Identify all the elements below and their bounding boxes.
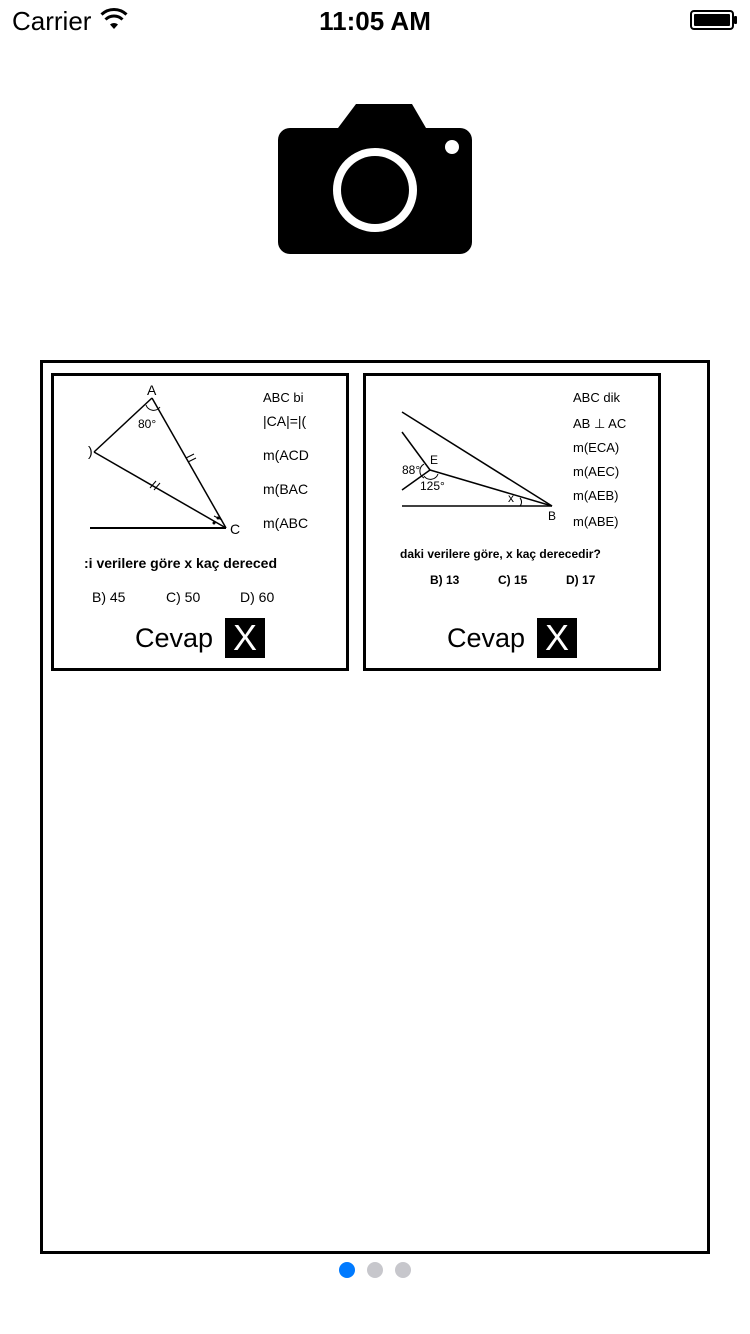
- angle-label: x: [508, 491, 514, 505]
- given-text: AB ⊥ AC: [573, 416, 627, 431]
- page-dot[interactable]: [395, 1262, 411, 1278]
- card-footer: [366, 618, 658, 658]
- question-thumbnail: [84, 382, 314, 618]
- photo-collection-panel: [40, 360, 710, 1254]
- answer-label[interactable]: Cevap: [446, 622, 526, 653]
- vertex-label: A: [147, 382, 157, 398]
- page-control[interactable]: [0, 1262, 750, 1278]
- given-text: ABC bi: [263, 390, 304, 405]
- delete-button[interactable]: X: [537, 618, 577, 658]
- given-text: m(ABE): [573, 514, 619, 529]
- given-text: m(AEB): [573, 488, 619, 503]
- answer-option: C) 50: [166, 589, 201, 605]
- given-text: ABC dik: [573, 390, 620, 405]
- angle-label: 80°: [138, 417, 157, 431]
- clock: 11:05 AM: [319, 6, 431, 36]
- angle-label: 88°: [402, 463, 421, 477]
- question-thumbnail: [402, 382, 626, 618]
- camera-icon[interactable]: [276, 100, 474, 258]
- given-text: m(BAC: [263, 481, 309, 497]
- vertex-label: B: [548, 509, 557, 523]
- question-text: daki verilere göre, x kaç derecedir?: [400, 547, 601, 561]
- answer-option: D) 60: [240, 589, 275, 605]
- vertex-label: E: [430, 453, 439, 467]
- answer-option: C) 15: [498, 573, 528, 587]
- page-dot[interactable]: [367, 1262, 383, 1278]
- angle-label: 125°: [420, 479, 445, 493]
- answer-option: D) 17: [566, 573, 596, 587]
- battery-icon: [690, 10, 738, 30]
- carrier-label: Carrier: [12, 6, 92, 36]
- page-dot[interactable]: [339, 1262, 355, 1278]
- vertex-label: C: [230, 521, 241, 537]
- given-text: m(ABC: [263, 515, 309, 531]
- given-text: |CA|=|(: [263, 413, 307, 429]
- answer-option: B) 13: [430, 573, 460, 587]
- given-text: m(ACD: [263, 447, 309, 463]
- delete-button[interactable]: X: [225, 618, 265, 658]
- status-bar: [0, 0, 750, 40]
- question-text: :i verilere göre x kaç dereced: [84, 555, 277, 571]
- vertex-label: ): [88, 443, 93, 459]
- given-text: m(AEC): [573, 464, 620, 479]
- photo-card[interactable]: [51, 373, 349, 671]
- photo-card[interactable]: [363, 373, 661, 671]
- answer-label[interactable]: Cevap: [134, 622, 214, 653]
- given-text: m(ECA): [573, 440, 620, 455]
- card-footer: [54, 618, 346, 658]
- answer-option: B) 45: [92, 589, 126, 605]
